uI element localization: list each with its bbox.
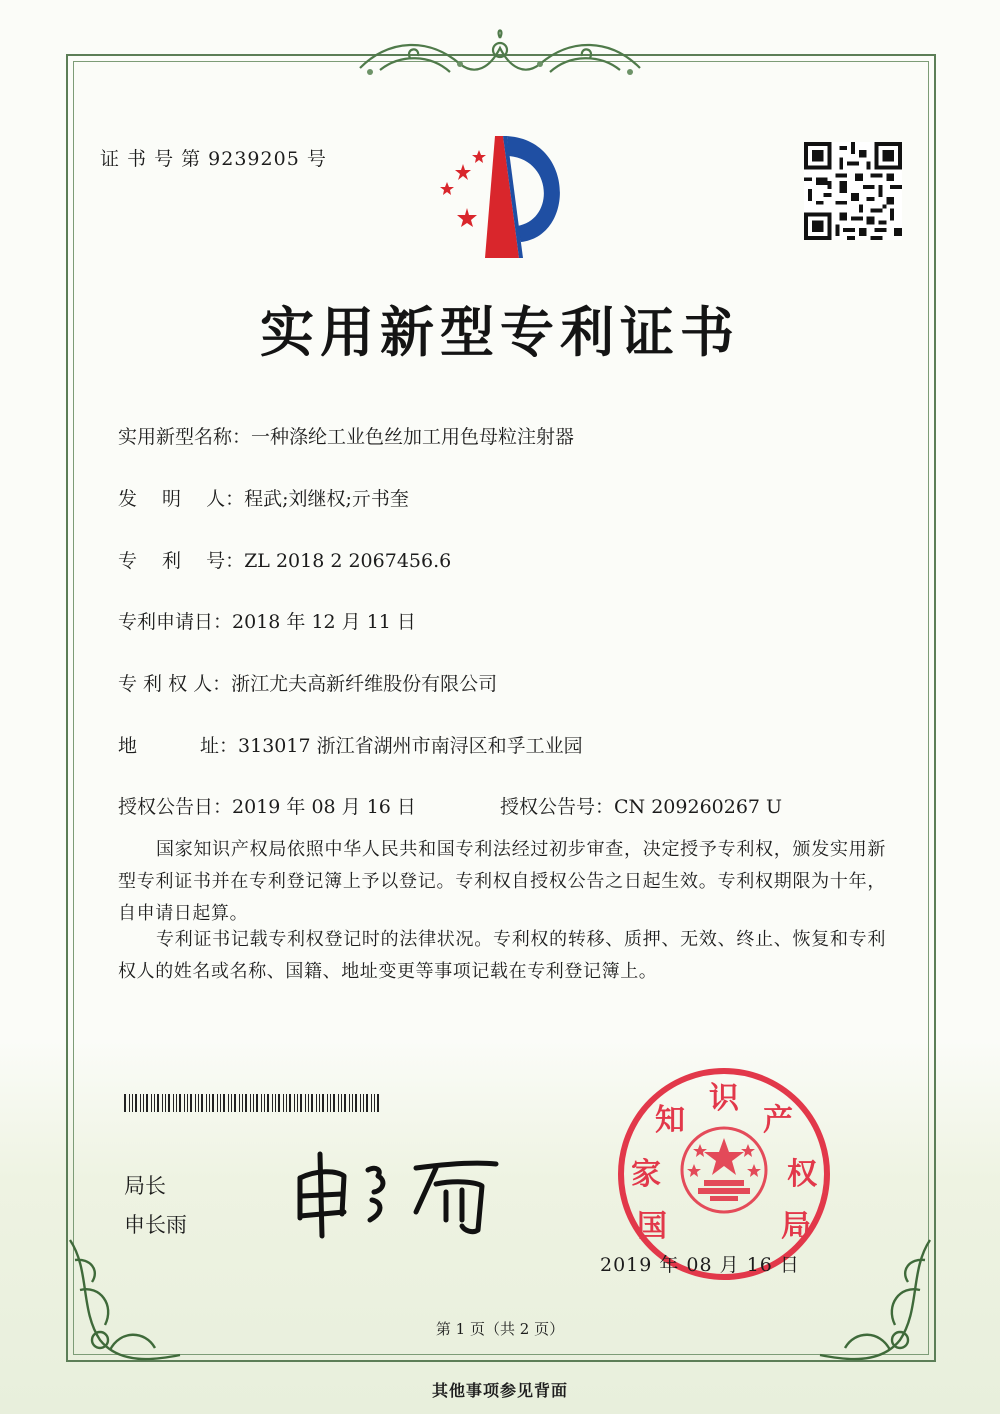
field-grant-date [118, 792, 416, 819]
field-label: 专 利 号： [118, 550, 245, 572]
field-value: 程武;刘继权;亓书奎 [244, 488, 409, 510]
field-label: 授权公告号： [500, 796, 615, 818]
patent-office-logo-icon [425, 118, 575, 268]
seal-char: 家 [631, 1157, 661, 1192]
statement-paragraph: 专利证书记载专利权登记时的法律状况。专利权的转移、质押、无效、终止、恢复和专利权人的姓名或名称、国籍、地址变更等事项记载在专利登记簿上。 [118, 929, 886, 982]
field-label: 地 址： [118, 735, 239, 757]
bottom-left-ornament-icon [60, 1230, 190, 1370]
seal-char: 识 [709, 1081, 739, 1116]
director-name: 申长雨 [124, 1213, 187, 1237]
field-value: 浙江尤夫高新纤维股份有限公司 [231, 673, 498, 695]
field-label: 专 利 权 人： [118, 673, 232, 695]
seal-char: 局 [781, 1209, 811, 1244]
seal-char: 产 [763, 1103, 793, 1138]
field-label: 授权公告日： [118, 796, 233, 818]
field-inventors [118, 484, 409, 511]
field-address [118, 731, 583, 758]
field-patent-number [118, 546, 451, 573]
field-label: 发 明 人： [118, 488, 245, 510]
field-label: 实用新型名称： [118, 426, 252, 448]
page-number: 第 1 页（共 2 页） [435, 1320, 565, 1338]
qr-code-icon [804, 142, 902, 240]
top-ornament-icon [350, 28, 650, 88]
field-patentee [118, 669, 497, 696]
field-utility-model-name [118, 422, 574, 449]
field-value: 一种涤纶工业色丝加工用色母粒注射器 [251, 426, 575, 448]
seal-char: 知 [655, 1103, 685, 1138]
seal-char: 国 [637, 1209, 667, 1244]
field-value: 2018 年 12 月 11 日 [232, 611, 416, 633]
field-value: 2019 年 08 月 16 日 [232, 796, 416, 818]
field-value: ZL 2018 2 2067456.6 [244, 550, 452, 572]
field-value: CN 209260267 U [614, 796, 783, 818]
director-signature [286, 1140, 516, 1240]
certificate-title: 实用新型专利证书 [260, 300, 740, 364]
seal-char: 权 [787, 1157, 817, 1192]
field-filing-date [118, 607, 416, 634]
seal-date: 2019 年 08 月 16 日 [600, 1254, 800, 1276]
certificate-number: 证 书 号 第 9239205 号 [100, 148, 327, 170]
director-title: 局长 [124, 1174, 166, 1198]
field-value: 313017 浙江省湖州市南浔区和孚工业园 [238, 735, 583, 757]
barcode-icon [124, 1094, 382, 1112]
footer-note: 其他事项参见背面 [431, 1381, 568, 1400]
field-grant-publication-number [500, 792, 782, 819]
field-label: 专利申请日： [118, 611, 233, 633]
statement-paragraph: 国家知识产权局依照中华人民共和国专利法经过初步审查，决定授予专利权，颁发实用新型专利证书并在专利登记簿上予以登记。专利权自授权公告之日起生效。专利权期限为十年，自申请日起算。 [118, 839, 886, 924]
